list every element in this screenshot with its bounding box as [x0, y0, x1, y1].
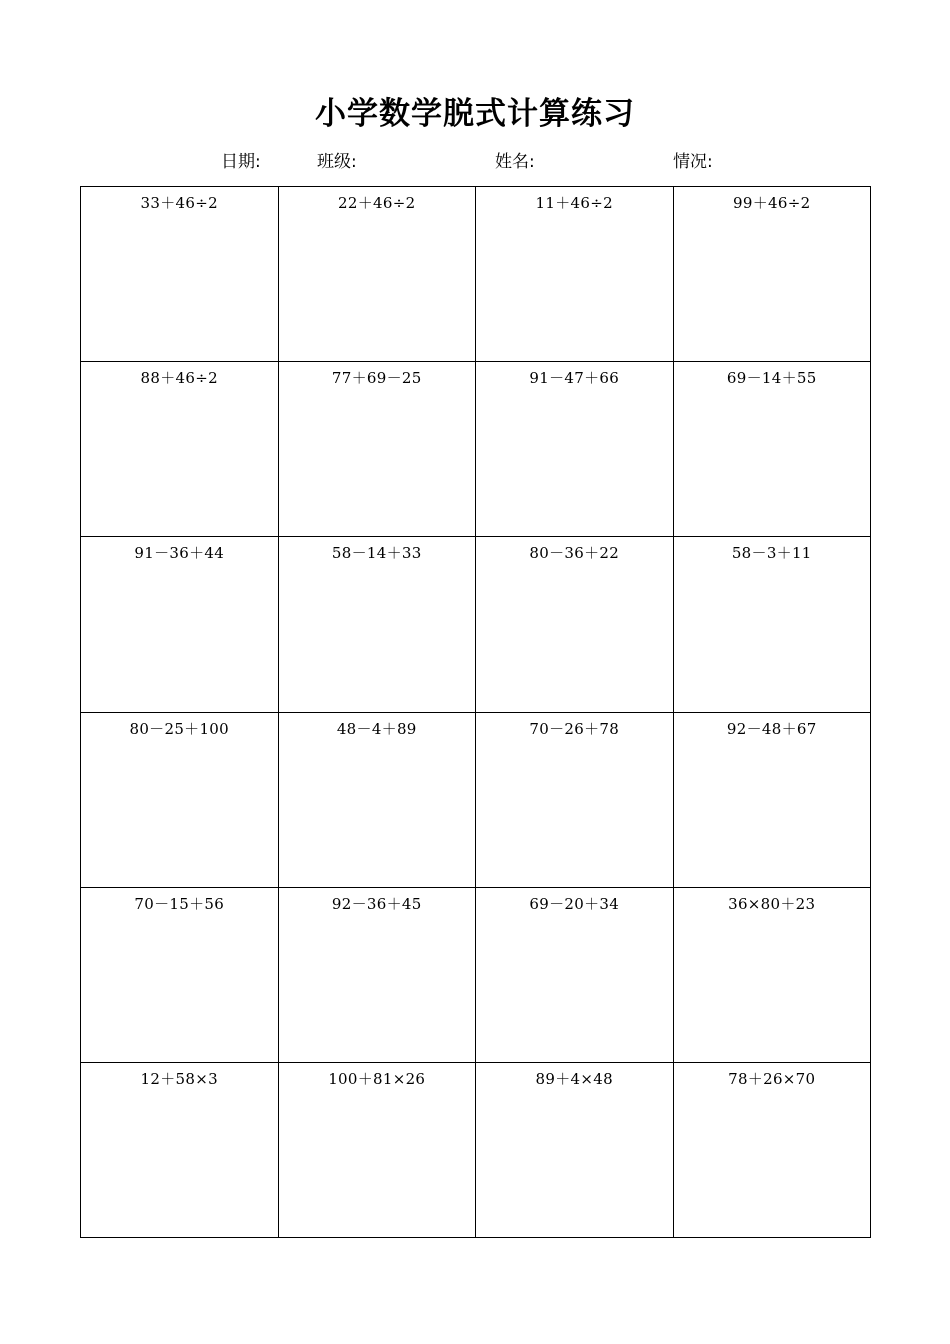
problem-cell — [279, 187, 477, 362]
problem-text: 91－36＋44 — [134, 544, 225, 563]
problem-grid — [80, 186, 871, 1238]
date-label: 日期: — [221, 152, 261, 172]
problem-cell — [81, 888, 279, 1063]
problem-cell — [279, 537, 477, 712]
problem-text: 11＋46÷2 — [535, 194, 613, 212]
problem-cell — [674, 187, 872, 362]
problem-cell — [81, 187, 279, 362]
problem-text: 69－20＋34 — [529, 894, 620, 913]
problem-text: 58－3＋11 — [731, 544, 812, 563]
problem-text: 69－14＋55 — [726, 369, 817, 388]
problem-text: 70－15＋56 — [134, 894, 225, 913]
problem-cell — [674, 888, 872, 1063]
problem-text: 80－25＋100 — [129, 719, 229, 738]
problem-text: 77＋69－25 — [331, 369, 422, 388]
problem-cell — [674, 537, 872, 712]
page-title: 小学数学脱式计算练习 — [315, 96, 635, 132]
problem-cell — [476, 888, 674, 1063]
problem-cell — [81, 537, 279, 712]
problem-text: 99＋46÷2 — [733, 194, 811, 212]
problem-cell — [476, 537, 674, 712]
problem-text: 48－4＋89 — [336, 719, 417, 738]
name-label: 姓名: — [495, 152, 535, 172]
problem-cell — [476, 187, 674, 362]
problem-text: 22＋46÷2 — [338, 194, 416, 212]
problem-cell — [81, 362, 279, 537]
status-label: 情况: — [673, 152, 713, 172]
problem-text: 92－36＋45 — [331, 894, 422, 913]
problem-cell — [279, 1063, 477, 1238]
problem-text: 36×80＋23 — [728, 894, 816, 913]
problem-text: 89＋4×48 — [535, 1069, 613, 1088]
problem-cell — [279, 888, 477, 1063]
problem-text: 70－26＋78 — [529, 719, 620, 738]
problem-text: 100＋81×26 — [328, 1069, 426, 1088]
problem-cell — [476, 1063, 674, 1238]
problem-cell — [674, 713, 872, 888]
problem-cell — [81, 1063, 279, 1238]
problem-text: 78＋26×70 — [728, 1069, 816, 1088]
class-label: 班级: — [317, 152, 357, 172]
problem-text: 88＋46÷2 — [140, 369, 218, 388]
problem-cell — [81, 713, 279, 888]
problem-cell — [279, 713, 477, 888]
problem-text: 92－48＋67 — [726, 719, 817, 738]
problem-cell — [279, 362, 477, 537]
problem-text: 58－14＋33 — [331, 544, 422, 563]
problem-cell — [674, 1063, 872, 1238]
problem-cell — [476, 362, 674, 537]
problem-text: 80－36＋22 — [529, 544, 620, 563]
problem-cell — [476, 713, 674, 888]
problem-text: 33＋46÷2 — [140, 194, 218, 212]
problem-text: 91－47＋66 — [529, 369, 620, 388]
problem-cell — [674, 362, 872, 537]
problem-text: 12＋58×3 — [140, 1069, 218, 1088]
